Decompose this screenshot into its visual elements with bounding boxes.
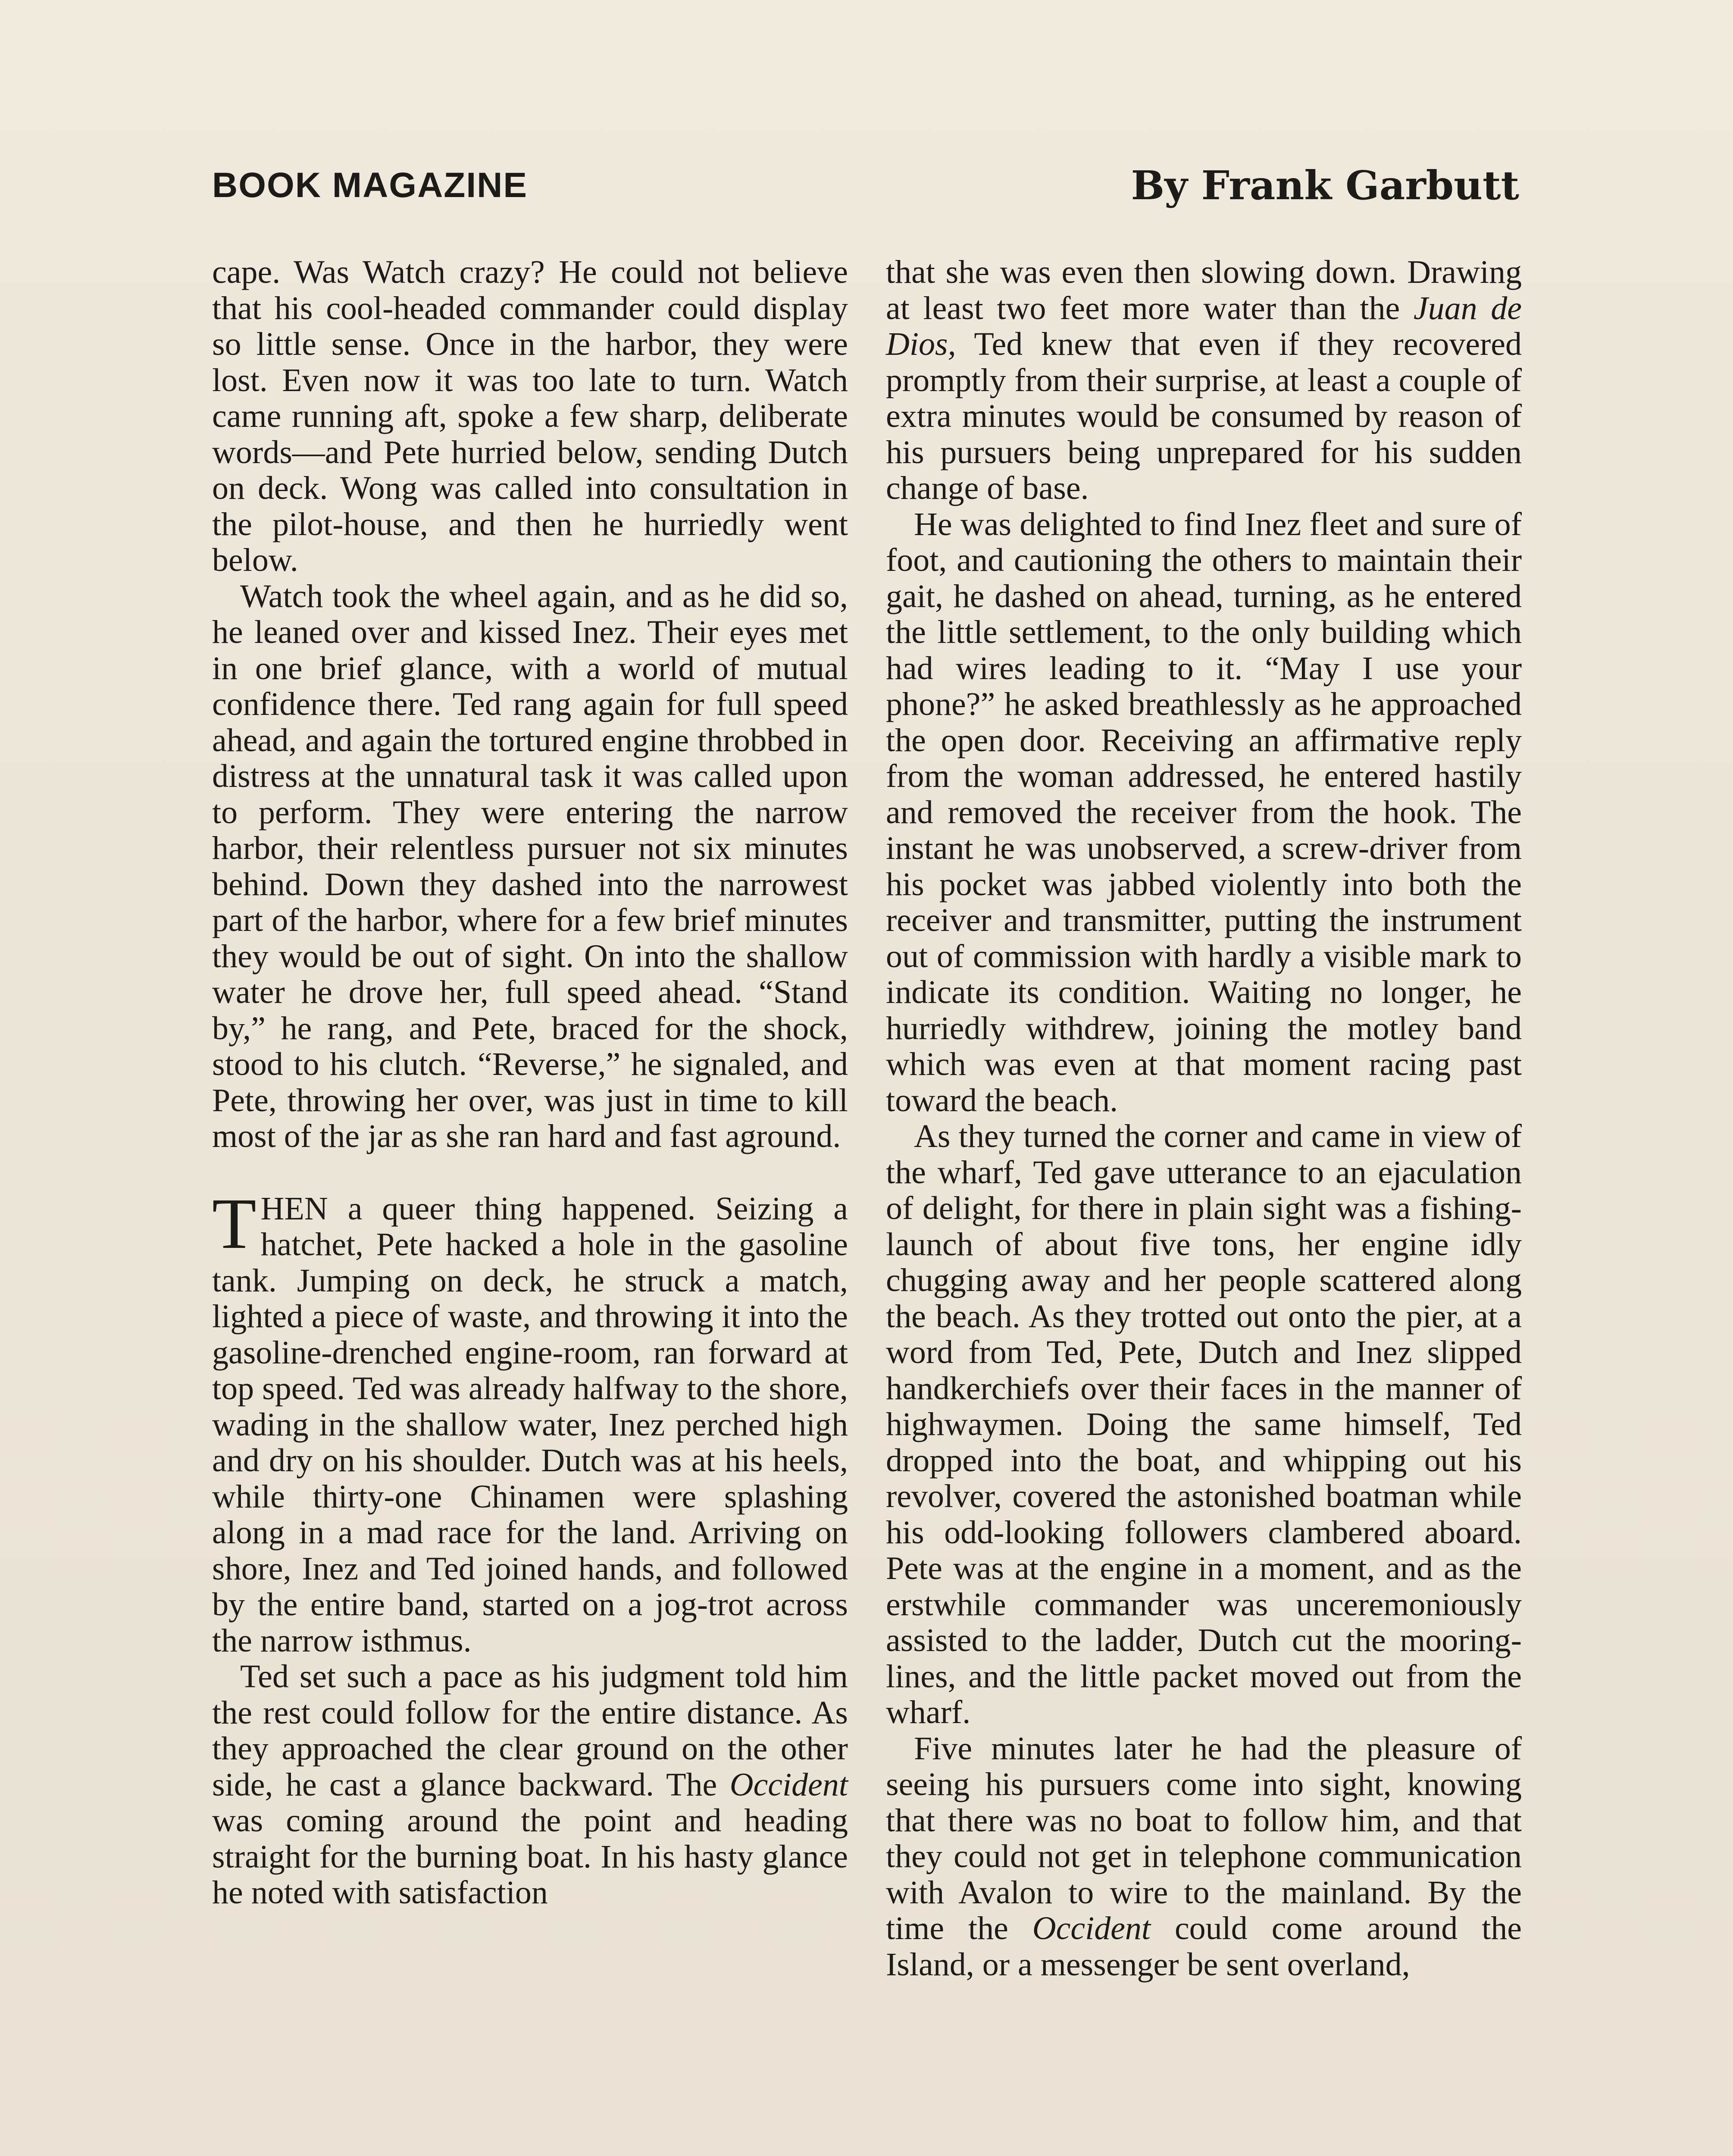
text-run: Ted set such a pace as his judgment told him the rest could follow for the entire distance. As they approached the clear ground on the other side, he cast a glance backward. The	[212, 1658, 848, 1803]
paragraph	[212, 1659, 848, 1911]
text-run: could come around the Island, or a messenger be sent overland,	[886, 1910, 1522, 1983]
drop-cap: T	[212, 1183, 257, 1264]
text-run: was coming around the point and heading straight for the burning boat. In his hasty glance he noted with satisfaction	[212, 1802, 848, 1911]
paragraph: He was delighted to find Inez fleet and sure of foot, and cautioning the others to maintain their gait, he dashed on ahead, turning, as he entered the little settlement, to the only building which had wires leading to it. “May I use your phone?” he asked breathlessly as he approached the open door. Receiving an affirmative reply from the woman addressed, he entered hastily and removed the receiver from the hook. The instant he was unobserved, a screw-driver from his pocket was jabbed violently into both the receiver and transmitter, putting the instrument out of commission with hardly a visible mark to indicate its condition. Waiting no longer, he hurriedly withdrew, joining the motley band which was even at that moment racing past toward the beach.	[886, 506, 1522, 1119]
paragraph: Watch took the wheel again, and as he did so, he leaned over and kissed Inez. Their eyes met in one brief glance, with a world of mutual confidence there. Ted rang again for full speed ahead, and again the tortured engine throbbed in distress at the unnatural task it was called upon to perform. They were entering the narrow harbor, their relentless pursuer not six minutes behind. Down they dashed into the narrowest part of the harbor, where for a few brief minutes they would be out of sight. On into the shallow water he drove her, full speed ahead. “Stand by,” he rang, and Pete, braced for the shock, stood to his clutch. “Reverse,” he signaled, and Pete, throwing her over, was just in time to kill most of the jar as she ran hard and fast aground.	[212, 578, 848, 1154]
paragraph	[886, 254, 1522, 507]
text-run: Five minutes later he had the pleasure of seeing his pursuers come into sight, knowing that there was no boat to follow him, and that they could not get in telephone communication with Avalon to wire to the mainland. By the time the	[886, 1730, 1522, 1946]
paragraph-with-dropcap	[212, 1183, 848, 1659]
text-run: Ted knew that even if they recovered promptly from their surprise, at least a couple of extra minutes would be consumed by reason of his pursuers being unprepared for his sudden change of base.	[886, 326, 1522, 506]
left-column	[212, 254, 848, 1911]
paragraph	[886, 1731, 1522, 1983]
paragraph-text: HEN a queer thing happened. Seizing a hatchet, Pete hacked a hole in the gasoline tank. Jumping on deck, he struck a match, lighted a piece of waste, and throwing it into the gasoline-drenched engine-room, ran forward at top speed. Ted was already halfway to the shore, wading in the shallow water, Inez perched high and dry on his shoulder. Dutch was at his heels, while thirty-one Chinamen were splashing along in a mad race for the land. Arriving on shore, Inez and Ted joined hands, and followed by the entire band, started on a jog-trot across the narrow isthmus.	[212, 1190, 848, 1659]
magazine-title: BOOK MAGAZINE	[212, 166, 528, 205]
right-column	[886, 254, 1522, 1983]
running-head	[212, 160, 1519, 211]
text-run: that she was even then slowing down. Drawing at least two feet more water than the	[886, 254, 1522, 326]
ship-name: Occident	[729, 1766, 848, 1803]
paragraph: As they turned the corner and came in view of the wharf, Ted gave utterance to an ejaculation of delight, for there in plain sight was a fishing-launch of about five tons, her engine idly chugging away and her people scattered along the beach. As they trotted out onto the pier, at a word from Ted, Pete, Dutch and Inez slipped handkerchiefs over their faces in the manner of highwaymen. Doing the same himself, Ted dropped into the boat, and whipping out his revolver, covered the astonished boatman while his odd-looking followers clambered aboard. Pete was at the engine in a moment, and as the erstwhile commander was unceremoniously assisted to the ladder, Dutch cut the mooring-lines, and the little packet moved out from the wharf.	[886, 1118, 1522, 1730]
ship-name: Occident	[1032, 1910, 1151, 1946]
paragraph: cape. Was Watch crazy? He could not believe that his cool-headed commander could display so little sense. Once in the harbor, they were lost. Even now it was too late to turn. Watch came running aft, spoke a few sharp, deliberate words—and Pete hurried below, sending Dutch on deck. Wong was called into consultation in the pilot-house, and then he hurriedly went below.	[212, 254, 848, 578]
author-byline: By Frank Garbutt	[1131, 162, 1519, 209]
ship-name: Juan de Dios,	[886, 290, 1522, 362]
